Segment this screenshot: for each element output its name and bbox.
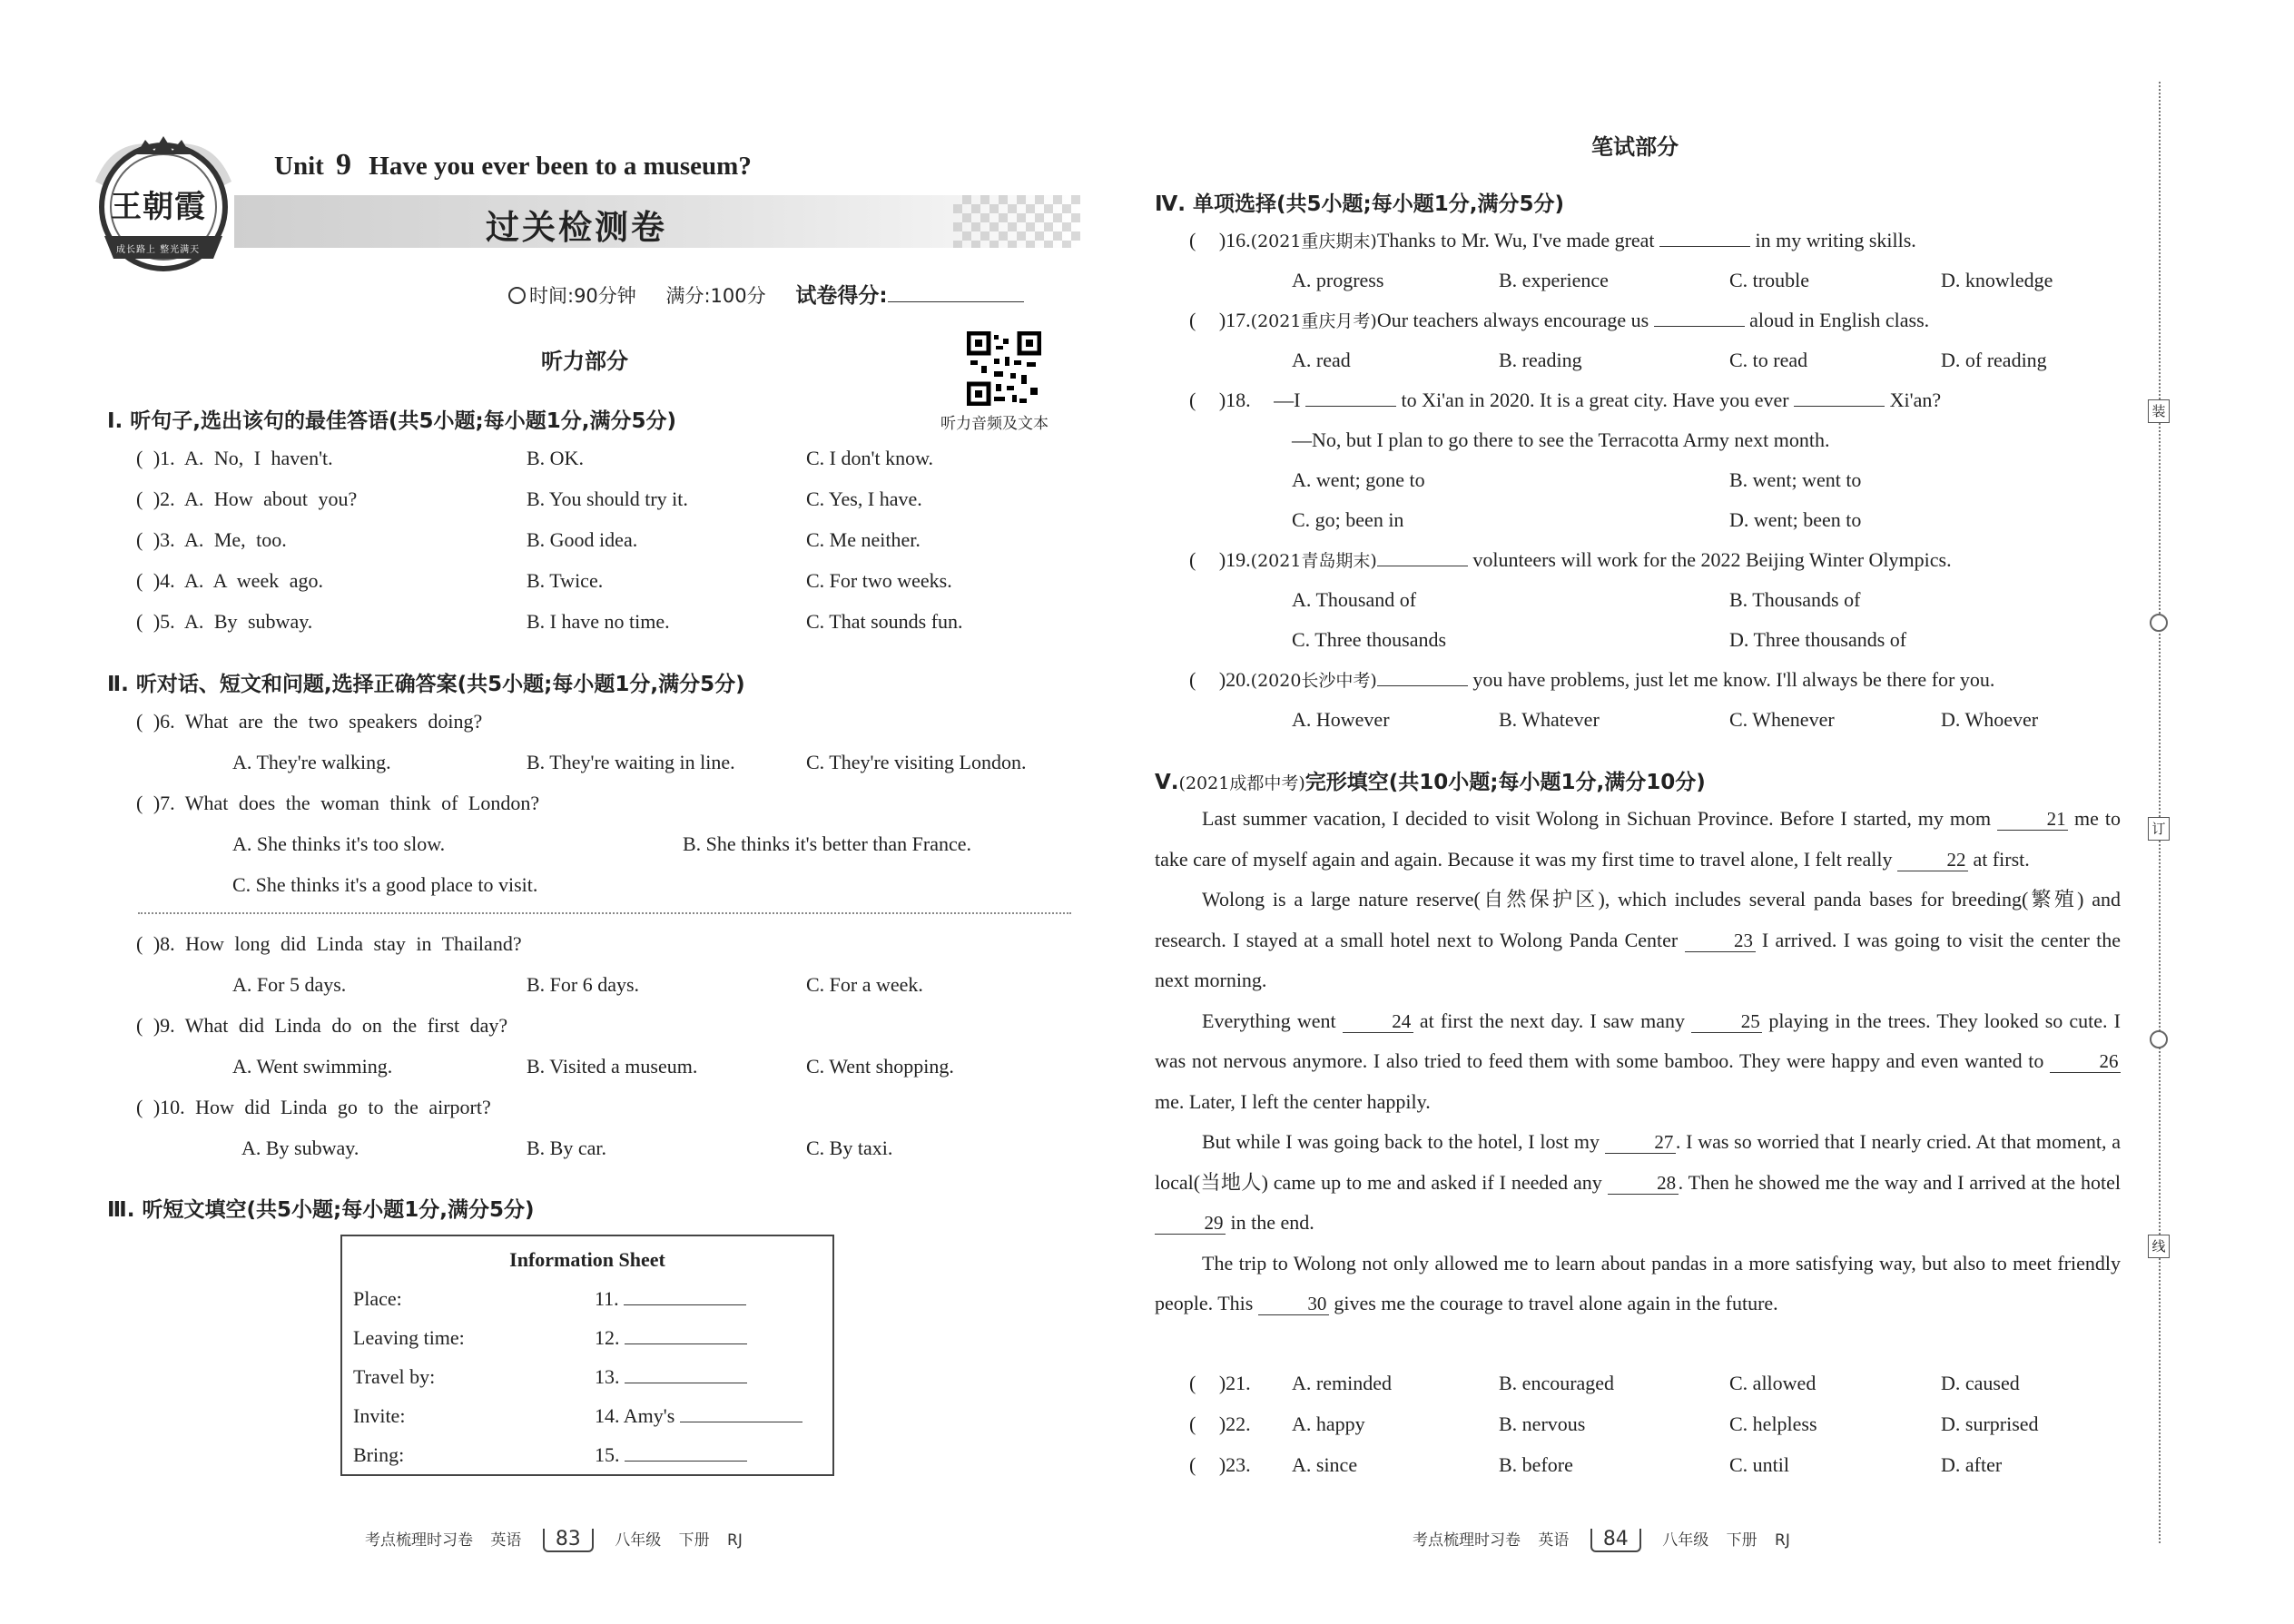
q19-source: (2021青岛期末) bbox=[1250, 551, 1377, 571]
answer-blank bbox=[625, 1461, 747, 1462]
q17-source: (2021重庆月考) bbox=[1250, 311, 1377, 331]
q17-option-a: A. read bbox=[1292, 349, 1351, 371]
cloze-blank: 28 bbox=[1608, 1172, 1679, 1195]
q16-option-b: B. experience bbox=[1499, 269, 1609, 291]
q20-source: (2020长沙中考) bbox=[1250, 671, 1377, 691]
cloze-text: Last summer vacation, I decided to visit Wolong in Sichuan Province. Before I started, my mom bbox=[1202, 807, 1992, 830]
q19-option-a: A. Thousand of bbox=[1292, 588, 1417, 611]
sheet-row-label: Place: bbox=[353, 1287, 402, 1310]
q18-option-b: B. went; went to bbox=[1729, 468, 1862, 491]
q8-option-c: C. For a week. bbox=[806, 973, 923, 996]
section-2-heading: Ⅱ. 听对话、短文和问题,选择正确答案(共5小题;每小题1分,满分5分) bbox=[107, 673, 745, 696]
q16-option-c: C. trouble bbox=[1729, 269, 1809, 291]
q20-stem bbox=[1189, 667, 1994, 694]
q10-stem: ( )10. How did Linda go to the airport? bbox=[136, 1096, 491, 1118]
q16-stem bbox=[1189, 228, 1916, 254]
q20-number: ( )20. bbox=[1189, 668, 1251, 691]
q18-number: ( )18. —I bbox=[1189, 389, 1301, 411]
q19-stem bbox=[1189, 547, 1952, 574]
q9-option-b: B. Visited a museum. bbox=[527, 1055, 698, 1078]
q16-option-a: A. progress bbox=[1292, 269, 1384, 291]
q9-option-a: A. Went swimming. bbox=[232, 1055, 393, 1078]
exam-info bbox=[508, 283, 1024, 309]
footer-edition: RJ bbox=[1775, 1531, 1790, 1550]
q18-reply: —No, but I plan to go there to see the Terracotta Army next month. bbox=[1292, 428, 1830, 451]
q10-option-b: B. By car. bbox=[527, 1137, 606, 1159]
answer-blank bbox=[1377, 685, 1468, 686]
blank-number: 14. Amy's bbox=[595, 1404, 675, 1427]
q19-text-b: volunteers will work for the 2022 Beijing Winter Olympics. bbox=[1472, 548, 1952, 571]
footer-edition: RJ bbox=[727, 1531, 743, 1550]
page-number: 83 bbox=[543, 1529, 594, 1552]
binding-mark-text: 订 bbox=[2151, 821, 2166, 837]
binding-circle-icon bbox=[2150, 1030, 2168, 1048]
sheet-row-blank bbox=[595, 1364, 747, 1390]
q21-option-d: D. caused bbox=[1941, 1372, 2020, 1394]
sheet-row-blank bbox=[595, 1325, 747, 1351]
section-5-source: (2021成都中考) bbox=[1178, 773, 1305, 793]
section-5-title: 完形填空(共10小题;每小题1分,满分10分) bbox=[1305, 771, 1706, 794]
binding-circle-icon bbox=[2150, 614, 2168, 632]
unit-heading bbox=[274, 148, 752, 182]
exam-time: 时间:90分钟 bbox=[529, 285, 636, 307]
footer-grade: 八年级 bbox=[615, 1531, 662, 1550]
q20-text-b: you have problems, just let me know. I'll always be there for you. bbox=[1472, 668, 1995, 691]
q8-stem: ( )8. How long did Linda stay in Thailand? bbox=[136, 932, 522, 955]
cloze-text: gives me the courage to travel alone again in the future. bbox=[1334, 1292, 1778, 1314]
binding-mark-xian bbox=[2148, 1235, 2170, 1258]
blank-number: 11. bbox=[595, 1287, 619, 1310]
footer-subject: 英语 bbox=[1538, 1531, 1570, 1550]
cloze-text: at first the next day. I saw many bbox=[1419, 1009, 1686, 1032]
q2-option-c: C. Yes, I have. bbox=[806, 487, 922, 510]
answer-blank bbox=[625, 1343, 747, 1344]
blank-number: 13. bbox=[595, 1365, 620, 1388]
q5-option-c: C. That sounds fun. bbox=[806, 610, 963, 633]
q18-option-d: D. went; been to bbox=[1729, 508, 1862, 531]
cloze-blank: 26 bbox=[2050, 1050, 2121, 1073]
answer-blank bbox=[1659, 246, 1750, 247]
q1-option-c: C. I don't know. bbox=[806, 447, 934, 469]
q21-option-c: C. allowed bbox=[1729, 1372, 1816, 1394]
unit-label: Unit bbox=[274, 152, 324, 181]
q16-source: (2021重庆期末) bbox=[1250, 231, 1377, 251]
sheet-row-blank bbox=[595, 1403, 802, 1429]
footer-series: 考点梳理时习卷 bbox=[365, 1531, 473, 1550]
q22-option-a: A. happy bbox=[1292, 1412, 1365, 1435]
q16-number: ( )16. bbox=[1189, 229, 1251, 251]
q22-number: ( )22. bbox=[1189, 1412, 1251, 1435]
cloze-paragraph bbox=[1155, 880, 2121, 1001]
cloze-blank: 27 bbox=[1605, 1131, 1676, 1154]
cloze-text: playing in the trees. They looked so cute. I was not nervous anymore. I also tried to feed them with some bamboo. They were happy and even wanted to bbox=[1155, 1009, 2121, 1072]
q16-text-a: Thanks to Mr. Wu, I've made great bbox=[1376, 229, 1655, 251]
score-blank bbox=[888, 301, 1024, 302]
q17-option-d: D. of reading bbox=[1941, 349, 2047, 371]
qr-caption: 听力音频及文本 bbox=[940, 415, 1049, 433]
cloze-text: Everything went bbox=[1202, 1009, 1336, 1032]
q10-option-c: C. By taxi. bbox=[806, 1137, 893, 1159]
q9-stem: ( )9. What did Linda do on the first day? bbox=[136, 1014, 508, 1037]
q17-text-a: Our teachers always encourage us bbox=[1376, 309, 1649, 331]
page-number: 84 bbox=[1590, 1529, 1641, 1552]
cloze-text: at first. bbox=[1973, 847, 2030, 871]
qr-code bbox=[967, 331, 1041, 406]
q7-option-a: A. She thinks it's too slow. bbox=[232, 832, 446, 855]
q7-option-b: B. She thinks it's better than France. bbox=[683, 832, 972, 855]
q21-option-a: A. reminded bbox=[1292, 1372, 1392, 1394]
logo-text: 王朝霞 bbox=[111, 189, 206, 225]
cloze-blank: 24 bbox=[1343, 1010, 1413, 1033]
footer-grade: 八年级 bbox=[1662, 1531, 1709, 1550]
q1-stem: ( )1. A. No, I haven't. bbox=[136, 447, 333, 469]
cloze-blank: 30 bbox=[1258, 1293, 1329, 1315]
q18-option-a: A. went; gone to bbox=[1292, 468, 1425, 491]
q17-number: ( )17. bbox=[1189, 309, 1251, 331]
footer-volume: 下册 bbox=[678, 1531, 710, 1550]
section-4-heading: Ⅳ. 单项选择(共5小题;每小题1分,满分5分) bbox=[1155, 192, 1564, 216]
q18-stem bbox=[1189, 388, 1941, 413]
answer-blank bbox=[1794, 406, 1885, 407]
dotted-divider bbox=[138, 912, 1071, 914]
q7-stem: ( )7. What does the woman think of London? bbox=[136, 792, 540, 814]
logo-motto: 成长路上 整光满天 bbox=[116, 245, 201, 255]
footer-right bbox=[1413, 1527, 1790, 1552]
q20-option-c: C. Whenever bbox=[1729, 708, 1835, 731]
cloze-text: But while I was going back to the hotel, I lost my bbox=[1202, 1130, 1600, 1153]
sheet-row-label: Invite: bbox=[353, 1404, 406, 1427]
exam-full-score: 满分:100分 bbox=[665, 285, 766, 307]
q9-option-c: C. Went shopping. bbox=[806, 1055, 954, 1078]
q23-option-d: D. after bbox=[1941, 1453, 2003, 1476]
q22-option-c: C. helpless bbox=[1729, 1412, 1817, 1435]
q1-option-b: B. OK. bbox=[527, 447, 584, 469]
q6-option-c: C. They're visiting London. bbox=[806, 751, 1027, 773]
footer-left bbox=[365, 1527, 743, 1552]
q19-number: ( )19. bbox=[1189, 548, 1251, 571]
q5-stem: ( )5. A. By subway. bbox=[136, 610, 313, 633]
sheet-row-label: Bring: bbox=[353, 1443, 405, 1466]
cloze-text: . I was so worried that I nearly cried. At that moment, a local(当地人) came up to me and asked if I needed any bbox=[1155, 1130, 2121, 1194]
q10-option-a: A. By subway. bbox=[241, 1137, 359, 1159]
sheet-title: Information Sheet bbox=[509, 1248, 665, 1271]
q6-option-a: A. They're walking. bbox=[232, 751, 391, 773]
unit-number: 9 bbox=[336, 148, 352, 182]
q3-option-b: B. Good idea. bbox=[527, 528, 638, 551]
q18-text-a: to Xi'an in 2020. It is a great city. Have you ever bbox=[1401, 389, 1789, 411]
answer-blank bbox=[624, 1304, 746, 1305]
section-1-heading: Ⅰ. 听句子,选出该句的最佳答语(共5小题;每小题1分,满分5分) bbox=[107, 409, 677, 433]
q19-option-c: C. Three thousands bbox=[1292, 628, 1447, 651]
paper-title: 过关检测卷 bbox=[486, 208, 667, 247]
cloze-text: I arrived. I was going to visit the center the next morning. bbox=[1155, 928, 2122, 991]
q16-option-d: D. knowledge bbox=[1941, 269, 2053, 291]
cloze-blank: 21 bbox=[1997, 808, 2068, 831]
q6-stem: ( )6. What are the two speakers doing? bbox=[136, 710, 483, 733]
section-5-heading bbox=[1155, 765, 1706, 795]
section-3-heading: Ⅲ. 听短文填空(共5小题;每小题1分,满分5分) bbox=[107, 1198, 535, 1222]
cloze-paragraph bbox=[1155, 1122, 2121, 1244]
score-label: 试卷得分: bbox=[795, 284, 888, 308]
q3-option-c: C. Me neither. bbox=[806, 528, 921, 551]
sheet-row-blank bbox=[595, 1442, 747, 1468]
cloze-blank: 29 bbox=[1155, 1212, 1226, 1235]
q17-option-b: B. reading bbox=[1499, 349, 1582, 371]
listening-title: 听力部分 bbox=[541, 349, 628, 374]
q2-stem: ( )2. A. How about you? bbox=[136, 487, 358, 510]
cloze-text: . Then he showed me the way and I arrived at the hotel bbox=[1678, 1170, 2122, 1194]
q17-option-c: C. to read bbox=[1729, 349, 1808, 371]
q8-option-b: B. For 6 days. bbox=[527, 973, 640, 996]
binding-mark-text: 线 bbox=[2151, 1238, 2166, 1255]
q19-option-b: B. Thousands of bbox=[1729, 588, 1861, 611]
cloze-text: Wolong is a large nature reserve(自然保护区), which includes several panda bases for breeding(繁殖) and research. I stayed at a small hotel next to Wolong Panda Center bbox=[1155, 888, 2121, 951]
section-5-number: Ⅴ. bbox=[1155, 771, 1179, 794]
q8-option-a: A. For 5 days. bbox=[232, 973, 347, 996]
cloze-passage bbox=[1155, 799, 2121, 1324]
q20-option-a: A. However bbox=[1292, 708, 1390, 731]
q20-option-b: B. Whatever bbox=[1499, 708, 1600, 731]
q4-option-c: C. For two weeks. bbox=[806, 569, 952, 592]
q5-option-b: B. I have no time. bbox=[527, 610, 670, 633]
sheet-row-blank bbox=[595, 1286, 746, 1312]
footer-subject: 英语 bbox=[490, 1531, 522, 1550]
blank-number: 12. bbox=[595, 1326, 620, 1349]
q22-option-d: D. surprised bbox=[1941, 1412, 2039, 1435]
q19-option-d: D. Three thousands of bbox=[1729, 628, 1907, 651]
q18-option-c: C. go; been in bbox=[1292, 508, 1404, 531]
blank-number: 15. bbox=[595, 1443, 620, 1466]
cloze-paragraph bbox=[1155, 799, 2121, 880]
q17-text-b: aloud in English class. bbox=[1749, 309, 1930, 331]
checker-decoration bbox=[953, 195, 1080, 248]
sheet-row-label: Travel by: bbox=[353, 1365, 436, 1388]
q7-option-c: C. She thinks it's a good place to visit. bbox=[232, 873, 538, 896]
cloze-blank: 25 bbox=[1691, 1010, 1762, 1033]
q23-option-a: A. since bbox=[1292, 1453, 1358, 1476]
q16-text-b: in my writing skills. bbox=[1755, 229, 1916, 251]
q22-option-b: B. nervous bbox=[1499, 1412, 1586, 1435]
cloze-text: in the end. bbox=[1230, 1211, 1314, 1234]
cloze-text: The trip to Wolong not only allowed me to learn about pandas in a more satisfying way, but also to meet friendly people. This bbox=[1155, 1251, 2121, 1314]
binding-mark-zhuang bbox=[2148, 399, 2170, 423]
information-sheet bbox=[340, 1235, 834, 1476]
binding-mark-text: 装 bbox=[2151, 403, 2166, 419]
q6-option-b: B. They're waiting in line. bbox=[527, 751, 735, 773]
writing-title: 笔试部分 bbox=[1591, 134, 1679, 160]
cloze-blank: 22 bbox=[1897, 849, 1968, 871]
q17-stem bbox=[1189, 308, 1929, 334]
q4-option-b: B. Twice. bbox=[527, 569, 604, 592]
q18-text-b: Xi'an? bbox=[1889, 389, 1942, 411]
answer-blank bbox=[1305, 406, 1396, 407]
q23-option-c: C. until bbox=[1729, 1453, 1790, 1476]
cloze-text: me. Later, I left the center happily. bbox=[1155, 1089, 1431, 1113]
q4-stem: ( )4. A. A week ago. bbox=[136, 569, 323, 592]
q23-option-b: B. before bbox=[1499, 1453, 1573, 1476]
q3-stem: ( )3. A. Me, too. bbox=[136, 528, 287, 551]
footer-volume: 下册 bbox=[1726, 1531, 1757, 1550]
clock-icon bbox=[508, 287, 526, 304]
q23-number: ( )23. bbox=[1189, 1453, 1251, 1476]
cloze-paragraph bbox=[1155, 1244, 2121, 1324]
cloze-paragraph bbox=[1155, 1001, 2121, 1123]
q20-option-d: D. Whoever bbox=[1941, 708, 2039, 731]
unit-title: Have you ever been to a museum? bbox=[369, 152, 752, 181]
cloze-text: me to take care of myself again and again. Because it was my first time to travel alone, I felt really bbox=[1155, 807, 2121, 871]
answer-blank bbox=[1654, 326, 1745, 327]
cloze-blank: 23 bbox=[1685, 930, 1756, 952]
q21-number: ( )21. bbox=[1189, 1372, 1251, 1394]
q21-option-b: B. encouraged bbox=[1499, 1372, 1615, 1394]
sheet-row-label: Leaving time: bbox=[353, 1326, 465, 1349]
footer-series: 考点梳理时习卷 bbox=[1413, 1531, 1521, 1550]
binding-dotted-line bbox=[2159, 82, 2161, 1543]
binding-mark-ding bbox=[2148, 817, 2170, 841]
q2-option-b: B. You should try it. bbox=[527, 487, 688, 510]
